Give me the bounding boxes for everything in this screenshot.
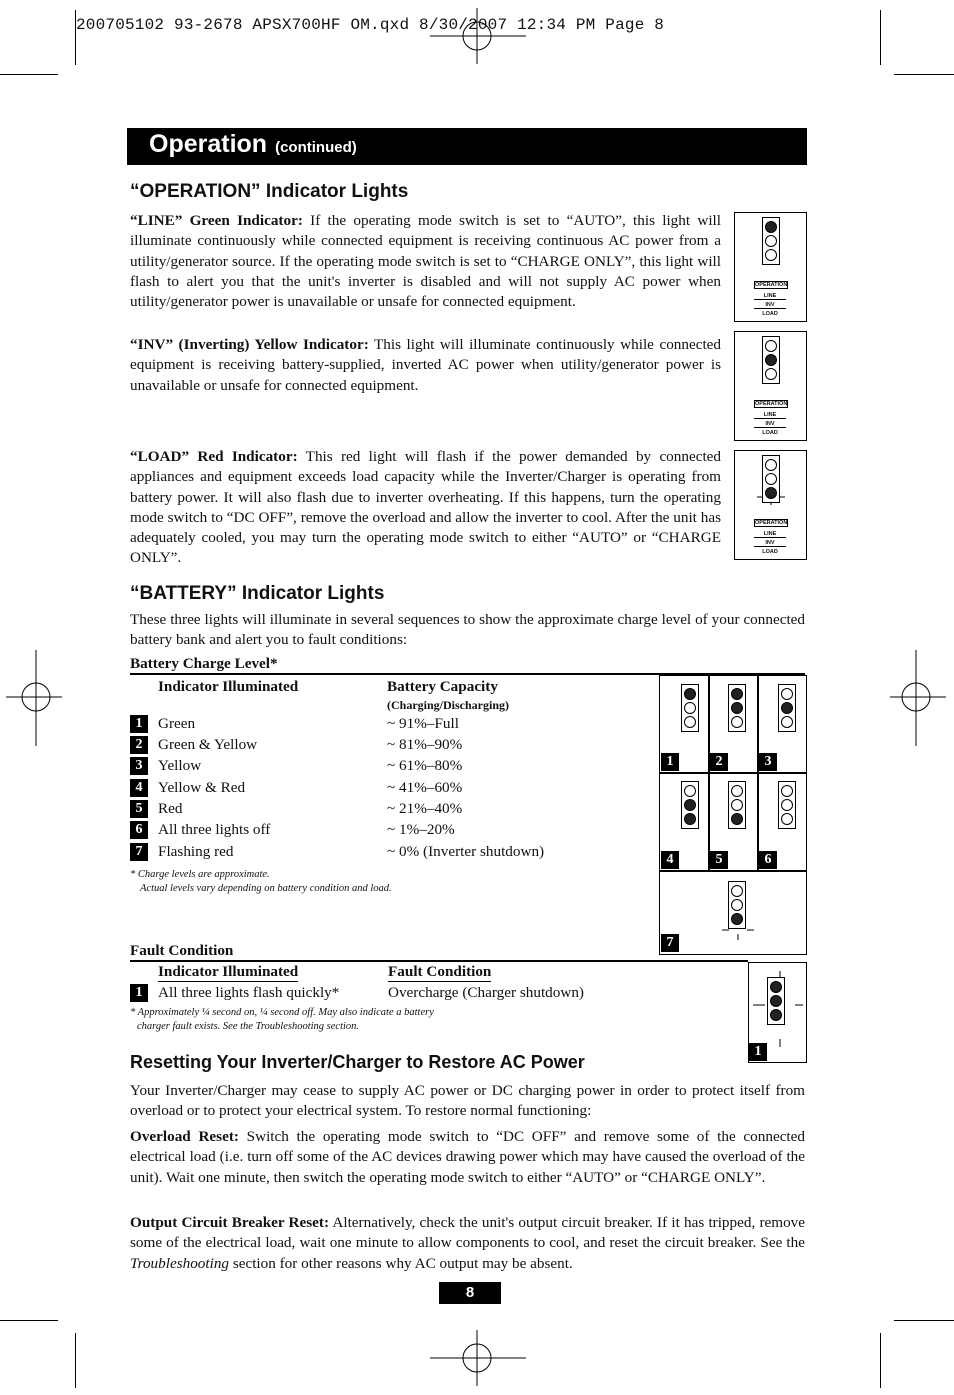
load-label: LOAD	[762, 430, 778, 436]
load-light-icon	[765, 368, 777, 380]
line-label: LINE	[754, 293, 786, 300]
inv-label: INV	[754, 421, 786, 428]
red-light-icon	[781, 716, 793, 728]
crop-mark	[894, 74, 954, 75]
battery-indicator-grid	[659, 675, 807, 955]
load-label: LOAD	[762, 549, 778, 555]
row-indicator: All three lights off	[158, 821, 271, 838]
light-stack	[762, 336, 780, 384]
red-light-icon	[684, 813, 696, 825]
row-number: 7	[130, 843, 148, 861]
light-stack	[762, 217, 780, 265]
col-indicator-header: Indicator Illuminated	[158, 678, 299, 695]
row-number: 1	[130, 715, 148, 733]
line-indicator-paragraph	[130, 211, 721, 312]
line-light-icon	[765, 221, 777, 233]
green-light-icon	[684, 785, 696, 797]
cell-number: 3	[759, 753, 777, 771]
troubleshooting-ref: Troubleshooting	[130, 1254, 230, 1272]
light-stack-2	[728, 684, 746, 732]
row-number: 4	[130, 779, 148, 797]
light-stack-5	[728, 781, 746, 829]
breaker-lead: Output Circuit Breaker Reset:	[130, 1214, 330, 1231]
fault-col-indicator-header: Indicator Illuminated	[158, 963, 299, 980]
line-light-icon	[765, 340, 777, 352]
crop-mark	[880, 10, 881, 65]
row-capacity: ~ 41%–60%	[387, 779, 463, 796]
cell-number: 6	[759, 851, 777, 869]
flash-rays-icon	[722, 920, 754, 940]
red-light-icon	[781, 813, 793, 825]
load-lead: “LOAD” Red Indicator:	[130, 448, 298, 465]
reset-intro: Your Inverter/Charger may cease to supply AC power or DC charging power in order to protect itself from overload or to protect your electrical system. To restore normal functioning:	[130, 1082, 805, 1120]
line-light-icon	[765, 459, 777, 471]
cell-number: 1	[661, 753, 679, 771]
operation-label: OPERATION	[755, 520, 788, 526]
green-light-icon	[731, 688, 743, 700]
row-capacity: ~ 81%–90%	[387, 736, 463, 753]
row-indicator: Green & Yellow	[158, 736, 258, 753]
flash-rays-icon	[757, 489, 785, 505]
light-stack-6	[778, 781, 796, 829]
load-indicator-paragraph	[130, 447, 721, 569]
load-text: This red light will flash if the power demanded by connected appliances and equipment exceeds load capacity while the Inverter/Charger is operating from battery power. It will also flash due to inverter overheating. If this happens, turn the operating mode switch to “DC OFF”, remove the overload and allow the inverter to cool. After the unit has adequately cooled, you may turn the operating mode switch to either “AUTO” or “CHARGE ONLY”.	[130, 448, 722, 567]
fault-note: charger fault exists. See the Troubleshooting section.	[137, 1021, 360, 1032]
yellow-light-icon	[684, 702, 696, 714]
light-stack-4	[681, 781, 699, 829]
fault-col-condition-header: Fault Condition	[388, 963, 492, 980]
cell-number: 5	[710, 851, 728, 869]
cell-number: 7	[661, 934, 679, 952]
row-capacity: ~ 21%–40%	[387, 800, 463, 817]
operation-panel-inv	[734, 331, 807, 441]
overload-lead: Overload Reset:	[130, 1128, 239, 1145]
banner-title: Operation	[149, 130, 268, 158]
red-light-icon	[731, 813, 743, 825]
yellow-light-icon	[781, 702, 793, 714]
cell-number: 2	[710, 753, 728, 771]
row-capacity: ~ 61%–80%	[387, 757, 463, 774]
col-capacity-subheader: (Charging/Discharging)	[387, 698, 510, 712]
cell-number: 4	[661, 851, 679, 869]
inv-lead: “INV” (Inverting) Yellow Indicator:	[130, 336, 369, 353]
battery-heading: “BATTERY” Indicator Lights	[130, 583, 385, 604]
charge-note: * Charge levels are approximate.	[130, 869, 270, 880]
inv-light-icon	[765, 235, 777, 247]
section-banner	[127, 128, 807, 165]
crop-mark	[75, 1333, 76, 1388]
crop-mark	[894, 1320, 954, 1321]
registration-mark	[430, 1330, 526, 1386]
row-capacity: ~ 0% (Inverter shutdown)	[387, 843, 545, 860]
yellow-light-icon	[731, 799, 743, 811]
fault-title: Fault Condition	[130, 942, 234, 959]
red-light-icon	[684, 716, 696, 728]
fault-row-number: 1	[130, 984, 148, 1002]
inv-light-icon	[765, 473, 777, 485]
green-light-icon	[731, 885, 743, 897]
load-label: LOAD	[762, 311, 778, 317]
battery-intro: These three lights will illuminate in several sequences to show the approximate charge level of your connected battery bank and alert you to fault conditions:	[130, 611, 805, 649]
line-label: LINE	[754, 531, 786, 538]
inv-light-icon	[765, 354, 777, 366]
line-text: If the operating mode switch is set to “AUTO”, this light will illuminate continuously while connected equipment is receiving continuous AC power from a utility/generator source. If the operating mode switch is set to “CHARGE ONLY”, this light will flash to alert you that the unit's inverter is disabled and will not supply AC power when utility/generator power is unavailable or unsafe for connected equipment.	[130, 212, 721, 311]
crop-mark	[0, 74, 58, 75]
red-light-icon	[731, 716, 743, 728]
cell-number: 1	[749, 1043, 767, 1061]
yellow-light-icon	[781, 799, 793, 811]
registration-mark	[890, 650, 946, 746]
registration-mark	[6, 650, 62, 746]
charge-note: Actual levels vary depending on battery condition and load.	[140, 883, 392, 894]
flash-rays-icon	[753, 971, 803, 1047]
inv-indicator-paragraph	[130, 335, 721, 396]
operation-panel-load	[734, 450, 807, 560]
operation-heading: “OPERATION” Indicator Lights	[130, 181, 409, 202]
divider	[130, 960, 748, 962]
charge-level-title: Battery Charge Level*	[130, 655, 278, 672]
row-indicator: Green	[158, 715, 196, 732]
yellow-light-icon	[731, 899, 743, 911]
fault-row-indicator: All three lights flash quickly*	[158, 984, 340, 1001]
row-number: 2	[130, 736, 148, 754]
row-capacity: ~ 91%–Full	[387, 715, 459, 732]
inv-text: This light will illuminate continuously while connected equipment is receiving battery-supplied, inverted AC power when utility/generator power is unavailable or unsafe for connected equipment.	[130, 336, 722, 394]
banner-subtitle: (continued)	[275, 139, 357, 156]
row-indicator: Flashing red	[158, 843, 234, 860]
load-light-icon	[765, 249, 777, 261]
operation-label: OPERATION	[755, 282, 788, 288]
overload-reset-paragraph	[130, 1127, 805, 1188]
row-number: 6	[130, 821, 148, 839]
crop-mark	[0, 1320, 58, 1321]
inv-label: INV	[754, 302, 786, 309]
yellow-light-icon	[731, 702, 743, 714]
row-number: 3	[130, 757, 148, 775]
breaker-text-a: Alternatively, check the unit's output circuit breaker. If it has tripped, remove some of the electrical load, wait one minute to allow components to cool, and reset the circuit breaker. See the	[130, 1214, 805, 1252]
row-indicator: Red	[158, 800, 183, 817]
row-indicator: Yellow & Red	[158, 779, 246, 796]
operation-panel-line	[734, 212, 807, 322]
file-slug: 200705102 93-2678 APSX700HF OM.qxd 8/30/2007 12:34 PM Page 8	[76, 16, 665, 34]
fault-row-condition: Overcharge (Charger shutdown)	[388, 984, 584, 1001]
line-lead: “LINE” Green Indicator:	[130, 212, 303, 229]
fault-indicator-panel	[748, 962, 807, 1063]
fault-note: * Approximately ¼ second on, ¼ second off. May also indicate a battery	[130, 1007, 434, 1018]
light-stack-3	[778, 684, 796, 732]
yellow-light-icon	[684, 799, 696, 811]
overload-text: Switch the operating mode switch to “DC OFF” and remove some of the connected electrical load (i.e. turn off some of the AC devices drawing power which may have caused the overload of the unit). Wait one minute, then switch the operating mode switch to either “AUTO” or “CHARGE ONLY”.	[130, 1128, 805, 1186]
green-light-icon	[781, 785, 793, 797]
breaker-reset-paragraph	[130, 1213, 805, 1274]
line-label: LINE	[754, 412, 786, 419]
reset-heading: Resetting Your Inverter/Charger to Restore AC Power	[130, 1052, 585, 1072]
operation-label: OPERATION	[755, 401, 788, 407]
light-stack-1	[681, 684, 699, 732]
breaker-text-b: section for other reasons why AC output may be absent.	[229, 1254, 573, 1272]
crop-mark	[880, 1333, 881, 1388]
green-light-icon	[684, 688, 696, 700]
green-light-icon	[781, 688, 793, 700]
col-capacity-header: Battery Capacity	[387, 678, 498, 695]
row-indicator: Yellow	[158, 757, 202, 774]
row-capacity: ~ 1%–20%	[387, 821, 455, 838]
green-light-icon	[731, 785, 743, 797]
row-number: 5	[130, 800, 148, 818]
inv-label: INV	[754, 540, 786, 547]
page-number: 8	[439, 1282, 501, 1304]
